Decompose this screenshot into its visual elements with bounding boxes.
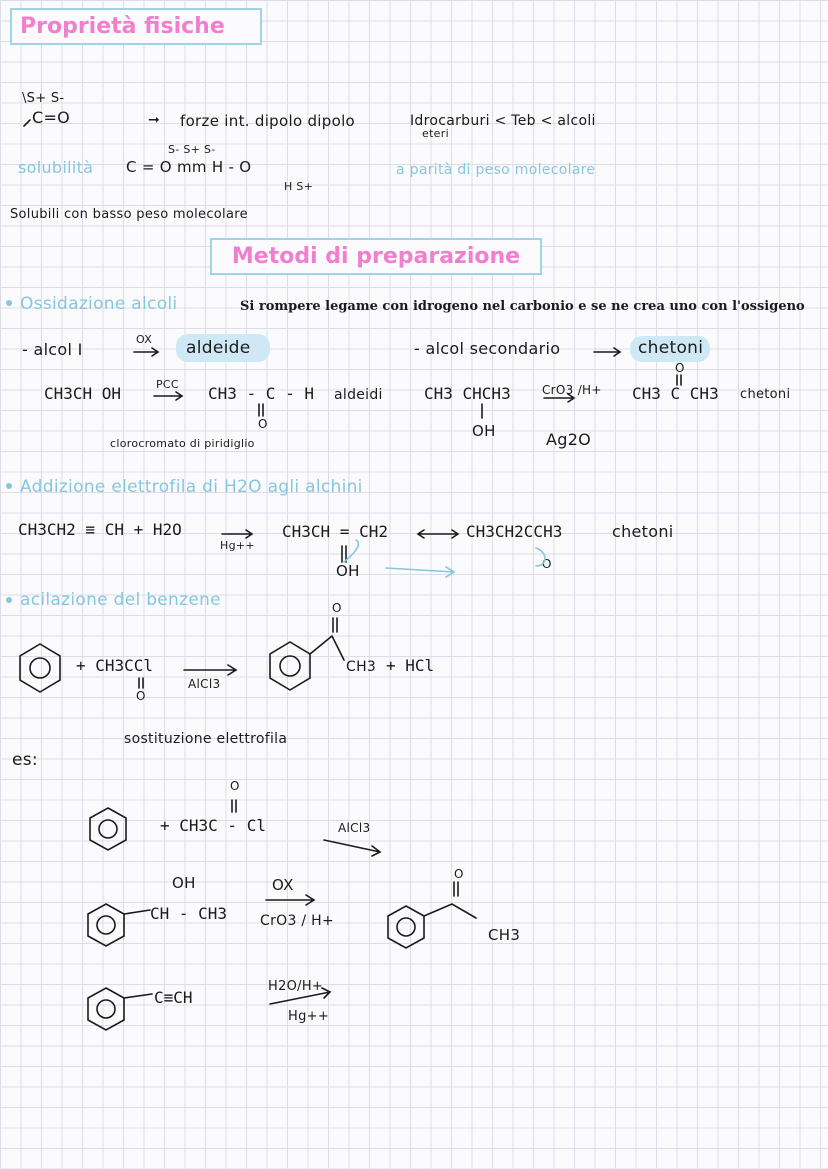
parita-text: a parità di peso molecolare	[396, 162, 596, 178]
es-h2o: H2O/H+	[268, 979, 324, 994]
arrow-icon	[266, 895, 314, 905]
double-bond	[232, 800, 236, 812]
ketone-o: O	[542, 557, 552, 571]
addizione-reactant: CH3CH2 ≡ CH + H2O	[18, 520, 182, 539]
bond-line	[124, 994, 152, 998]
curved-arrow-icon	[536, 548, 545, 566]
bond-line	[24, 120, 30, 126]
arrow-icon	[594, 348, 620, 356]
arrow-icon	[222, 530, 252, 538]
es-ox: OX	[272, 876, 294, 894]
pcc-label: PCC	[156, 378, 179, 391]
es-reagent: + CH3C - Cl	[160, 816, 266, 835]
r2-product: CH3 C CH3	[632, 384, 719, 403]
benzene-circle-icon	[97, 916, 115, 934]
double-bond	[342, 546, 346, 562]
alcl3-catalyst: AlCl3	[188, 677, 221, 691]
alcol-primario: - alcol I	[22, 340, 83, 359]
aldeidi-label: aldeidi	[334, 387, 383, 403]
double-bond	[139, 678, 143, 688]
ag2o-label: Ag2O	[546, 430, 592, 449]
solubilita-label: solubilità	[18, 158, 94, 177]
bond-line	[124, 910, 150, 914]
benzene-ring-icon	[88, 904, 124, 946]
r2-oh: OH	[472, 422, 496, 440]
benzene-circle-icon	[30, 658, 50, 678]
es-cro3: CrO3 / H+	[260, 913, 335, 929]
acyl-product-ch3: CH3	[346, 659, 377, 675]
arrow-icon	[134, 348, 158, 356]
benzene-ring-icon	[90, 808, 126, 850]
r1-product: CH3 - C - H	[208, 384, 314, 403]
aldeide-text: aldeide	[186, 338, 251, 358]
arrow-icon: ➞	[148, 112, 160, 128]
benzene-ring-icon	[20, 644, 60, 692]
arrow-icon	[544, 394, 574, 402]
benzene-circle-icon	[97, 1000, 115, 1018]
enol-formula: CH3CH = CH2	[282, 522, 388, 541]
chetoni-text: chetoni	[638, 338, 704, 358]
forze-text: forze int. dipolo dipolo	[180, 112, 356, 130]
arrow-icon	[418, 530, 458, 538]
r1-reactant: CH3CH OH	[44, 384, 122, 403]
r1-product-o: O	[258, 417, 268, 431]
heading-proprieta-fisiche: Proprietà fisiche	[10, 8, 262, 45]
alcol-secondario: - alcol secondario	[414, 339, 561, 358]
benzene-circle-icon	[99, 820, 117, 838]
acilazione-title: acilazione del benzene	[20, 590, 221, 610]
cro3-label: CrO3 /H+	[542, 383, 602, 397]
arrow-icon	[184, 665, 236, 675]
ossidazione-title: Ossidazione alcoli	[20, 294, 178, 314]
es-alcl3: AlCl3	[338, 821, 371, 835]
r2-reactant: CH3 CHCH3	[424, 384, 511, 403]
benzene-circle-icon	[397, 918, 415, 936]
ossidazione-note: Si rompere legame con idrogeno nel carbonio e se ne crea uno con l'ossigeno	[240, 299, 805, 314]
acyl-chloride-o: O	[136, 689, 146, 703]
sostituzione-text: sostituzione elettrofila	[124, 731, 288, 747]
acyl-product-o: O	[332, 601, 342, 615]
clorocromato-text: clorocromato di piridiglio	[110, 437, 255, 450]
arrow-icon	[270, 988, 330, 1004]
teb-eteri: eteri	[422, 127, 449, 140]
solubilita-h: H S+	[284, 180, 314, 193]
ox-label: OX	[136, 333, 153, 346]
blue-arrow-icon	[386, 567, 454, 577]
solubili-text: Solubili con basso peso molecolare	[10, 207, 248, 222]
addizione-title: Addizione elettrofila di H2O agli alchini	[20, 477, 363, 497]
hg-catalyst: Hg++	[220, 539, 255, 552]
enol-oh: OH	[336, 562, 360, 580]
dipole-signs: \S+ S-	[22, 91, 65, 106]
solubilita-charges: S- S+ S-	[168, 143, 216, 156]
ketone-formula: CH3CH2CCH3	[466, 522, 563, 541]
benzene-ring-icon	[388, 906, 424, 948]
acyl-chloride: + CH3CCl	[76, 656, 154, 675]
bond-line	[310, 618, 344, 660]
es-product-ch3: CH3	[488, 926, 521, 944]
plus-hcl: + HCl	[386, 656, 435, 675]
double-bond	[677, 375, 681, 385]
double-bond	[259, 404, 263, 416]
arrow-icon	[324, 840, 380, 856]
es-oh: OH	[172, 874, 196, 892]
addizione-chetoni: chetoni	[612, 522, 674, 541]
benzene-circle-icon	[280, 656, 300, 676]
es-reagent-o: O	[230, 779, 240, 793]
es-label: es:	[12, 750, 38, 770]
arrow-icon	[154, 392, 182, 400]
bond-line	[424, 882, 476, 918]
benzene-ring-icon	[88, 988, 124, 1030]
es-ch-ch3: CH - CH3	[150, 904, 228, 923]
carbonyl-formula: C=O	[32, 108, 71, 127]
benzene-ring-icon	[270, 642, 310, 690]
chetoni-label: chetoni	[740, 387, 791, 402]
es-product-o: O	[454, 867, 464, 881]
r2-product-o: O	[675, 361, 685, 375]
solubilita-formula: C = O mm H - O	[126, 158, 252, 176]
es-alkyne: C≡CH	[154, 988, 193, 1007]
heading-metodi-preparazione: Metodi di preparazione	[210, 238, 542, 275]
es-hg: Hg++	[288, 1009, 330, 1024]
teb-order: Idrocarburi < Teb < alcoli	[410, 113, 596, 129]
